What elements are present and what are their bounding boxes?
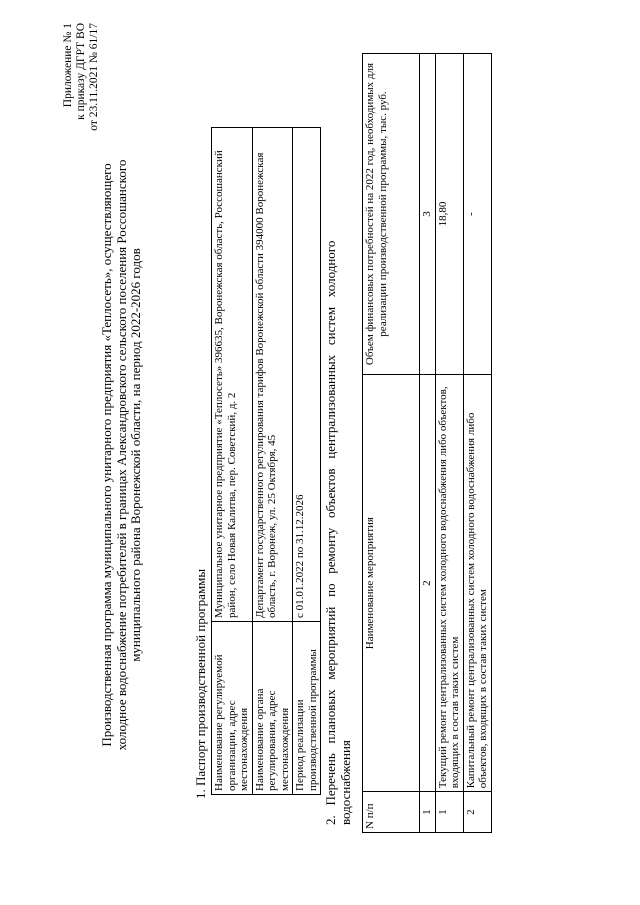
annex-line-2: к приказу ДГРТ ВО <box>75 23 87 120</box>
row-amount: 18,80 <box>435 54 463 375</box>
passport-value: Департамент государственного регулирования тарифов Воронежской области 394000 Воронежская область, г. Воронеж, ул. 25 Октября, 45 <box>252 128 293 622</box>
passport-table <box>211 127 321 795</box>
passport-value: Муниципальное унитарное предприятие «Теплосеть» 396635, Воронежская область, Россошанский район, село Новая Калитва, пер. Советский, д. 2 <box>212 128 253 622</box>
section-2-heading <box>324 65 353 825</box>
title-line-3: муниципального района Воронежской области, на период 2022-2026 годов <box>128 248 144 662</box>
row-amount: - <box>463 54 491 375</box>
column-number-row <box>420 54 436 833</box>
passport-label: Наименование регулируемой организации, адрес местонахождения <box>212 622 253 795</box>
measures-table <box>362 53 492 833</box>
row-num: 2 <box>463 792 491 833</box>
title-line-2: холодное водоснабжение потребителей в границах Александровского сельского поселения Россошанского <box>113 159 129 751</box>
passport-row <box>252 128 293 795</box>
annex-line-1: Приложение № 1 <box>62 23 74 108</box>
header-amount: Объем финансовых потребностей на 2022 год, необходимых для реализации производственной программы, тыс. руб. <box>363 54 420 375</box>
document-title <box>100 75 144 835</box>
table-header-row <box>363 54 420 833</box>
row-name: Текущий ремонт централизованных систем холодного водоснабжения либо объектов, входящих в состав таких систем <box>435 375 463 792</box>
passport-row <box>293 128 321 795</box>
col-number-3: 3 <box>420 54 436 375</box>
section-2-heading-line-2: водоснабжения <box>337 740 353 825</box>
passport-label: Период реализации производственной программы <box>293 622 321 795</box>
header-num: N п/п <box>363 792 420 833</box>
passport-value: с 01.01.2022 по 31.12.2026 <box>293 128 321 622</box>
title-line-1: Производственная программа муниципального унитарного предприятия «Теплосеть», осуществляющего <box>99 163 114 747</box>
row-num: 1 <box>435 792 463 833</box>
passport-row <box>212 128 253 795</box>
section-2-heading-line-1: 2. Перечень плановых мероприятий по ремонту объектов централизованных систем холодного <box>323 240 338 825</box>
table-row <box>463 54 491 833</box>
col-number-1: 1 <box>420 792 436 833</box>
annex-block <box>62 23 101 183</box>
table-row <box>435 54 463 833</box>
section-1-heading: 1. Паспорт производственной программы <box>193 568 208 799</box>
annex-line-3: от 23.11.2021 № 61/17 <box>88 23 100 131</box>
row-name: Капитальный ремонт централизованных систем холодного водоснабжения либо объектов, входящих в состав таких систем <box>463 375 491 792</box>
passport-label: Наименование органа регулирования, адрес местонахождения <box>252 622 293 795</box>
header-name: Наименование мероприятия <box>363 375 420 792</box>
col-number-2: 2 <box>420 375 436 792</box>
